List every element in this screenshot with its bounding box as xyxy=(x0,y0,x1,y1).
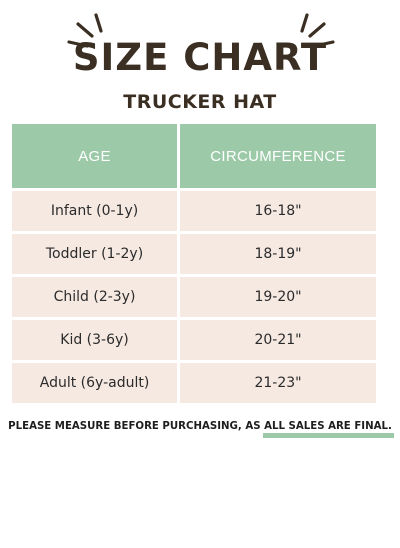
page-subtitle: TRUCKER HAT xyxy=(123,91,277,113)
circumference-cell: 19-20" xyxy=(180,277,376,317)
age-cell: Child (2-3y) xyxy=(12,277,177,317)
age-cell: Infant (0-1y) xyxy=(12,191,177,231)
age-cell: Toddler (1-2y) xyxy=(12,234,177,274)
page-title: SIZE CHART xyxy=(72,36,328,79)
circumference-cell: 16-18" xyxy=(180,191,376,231)
age-cell: Adult (6y-adult) xyxy=(12,363,177,403)
table-row xyxy=(12,363,376,403)
circumference-cell: 20-21" xyxy=(180,320,376,360)
size-table xyxy=(9,121,379,406)
table-row xyxy=(12,320,376,360)
circumference-cell: 18-19" xyxy=(180,234,376,274)
column-header-circumference: CIRCUMFERENCE xyxy=(180,124,376,188)
column-header-age: AGE xyxy=(12,124,177,188)
age-cell: Kid (3-6y) xyxy=(12,320,177,360)
purchase-note xyxy=(0,419,400,435)
table-header-row xyxy=(12,124,376,188)
final-sale-highlight: ALL SALES ARE FINAL. xyxy=(264,419,392,435)
header xyxy=(0,0,400,120)
table-row xyxy=(12,191,376,231)
purchase-note-wrapper xyxy=(8,421,392,432)
purchase-note-text: PLEASE MEASURE BEFORE PURCHASING, AS xyxy=(8,421,265,432)
size-table-container xyxy=(12,124,382,406)
table-row xyxy=(12,277,376,317)
table-row xyxy=(12,234,376,274)
circumference-cell: 21-23" xyxy=(180,363,376,403)
